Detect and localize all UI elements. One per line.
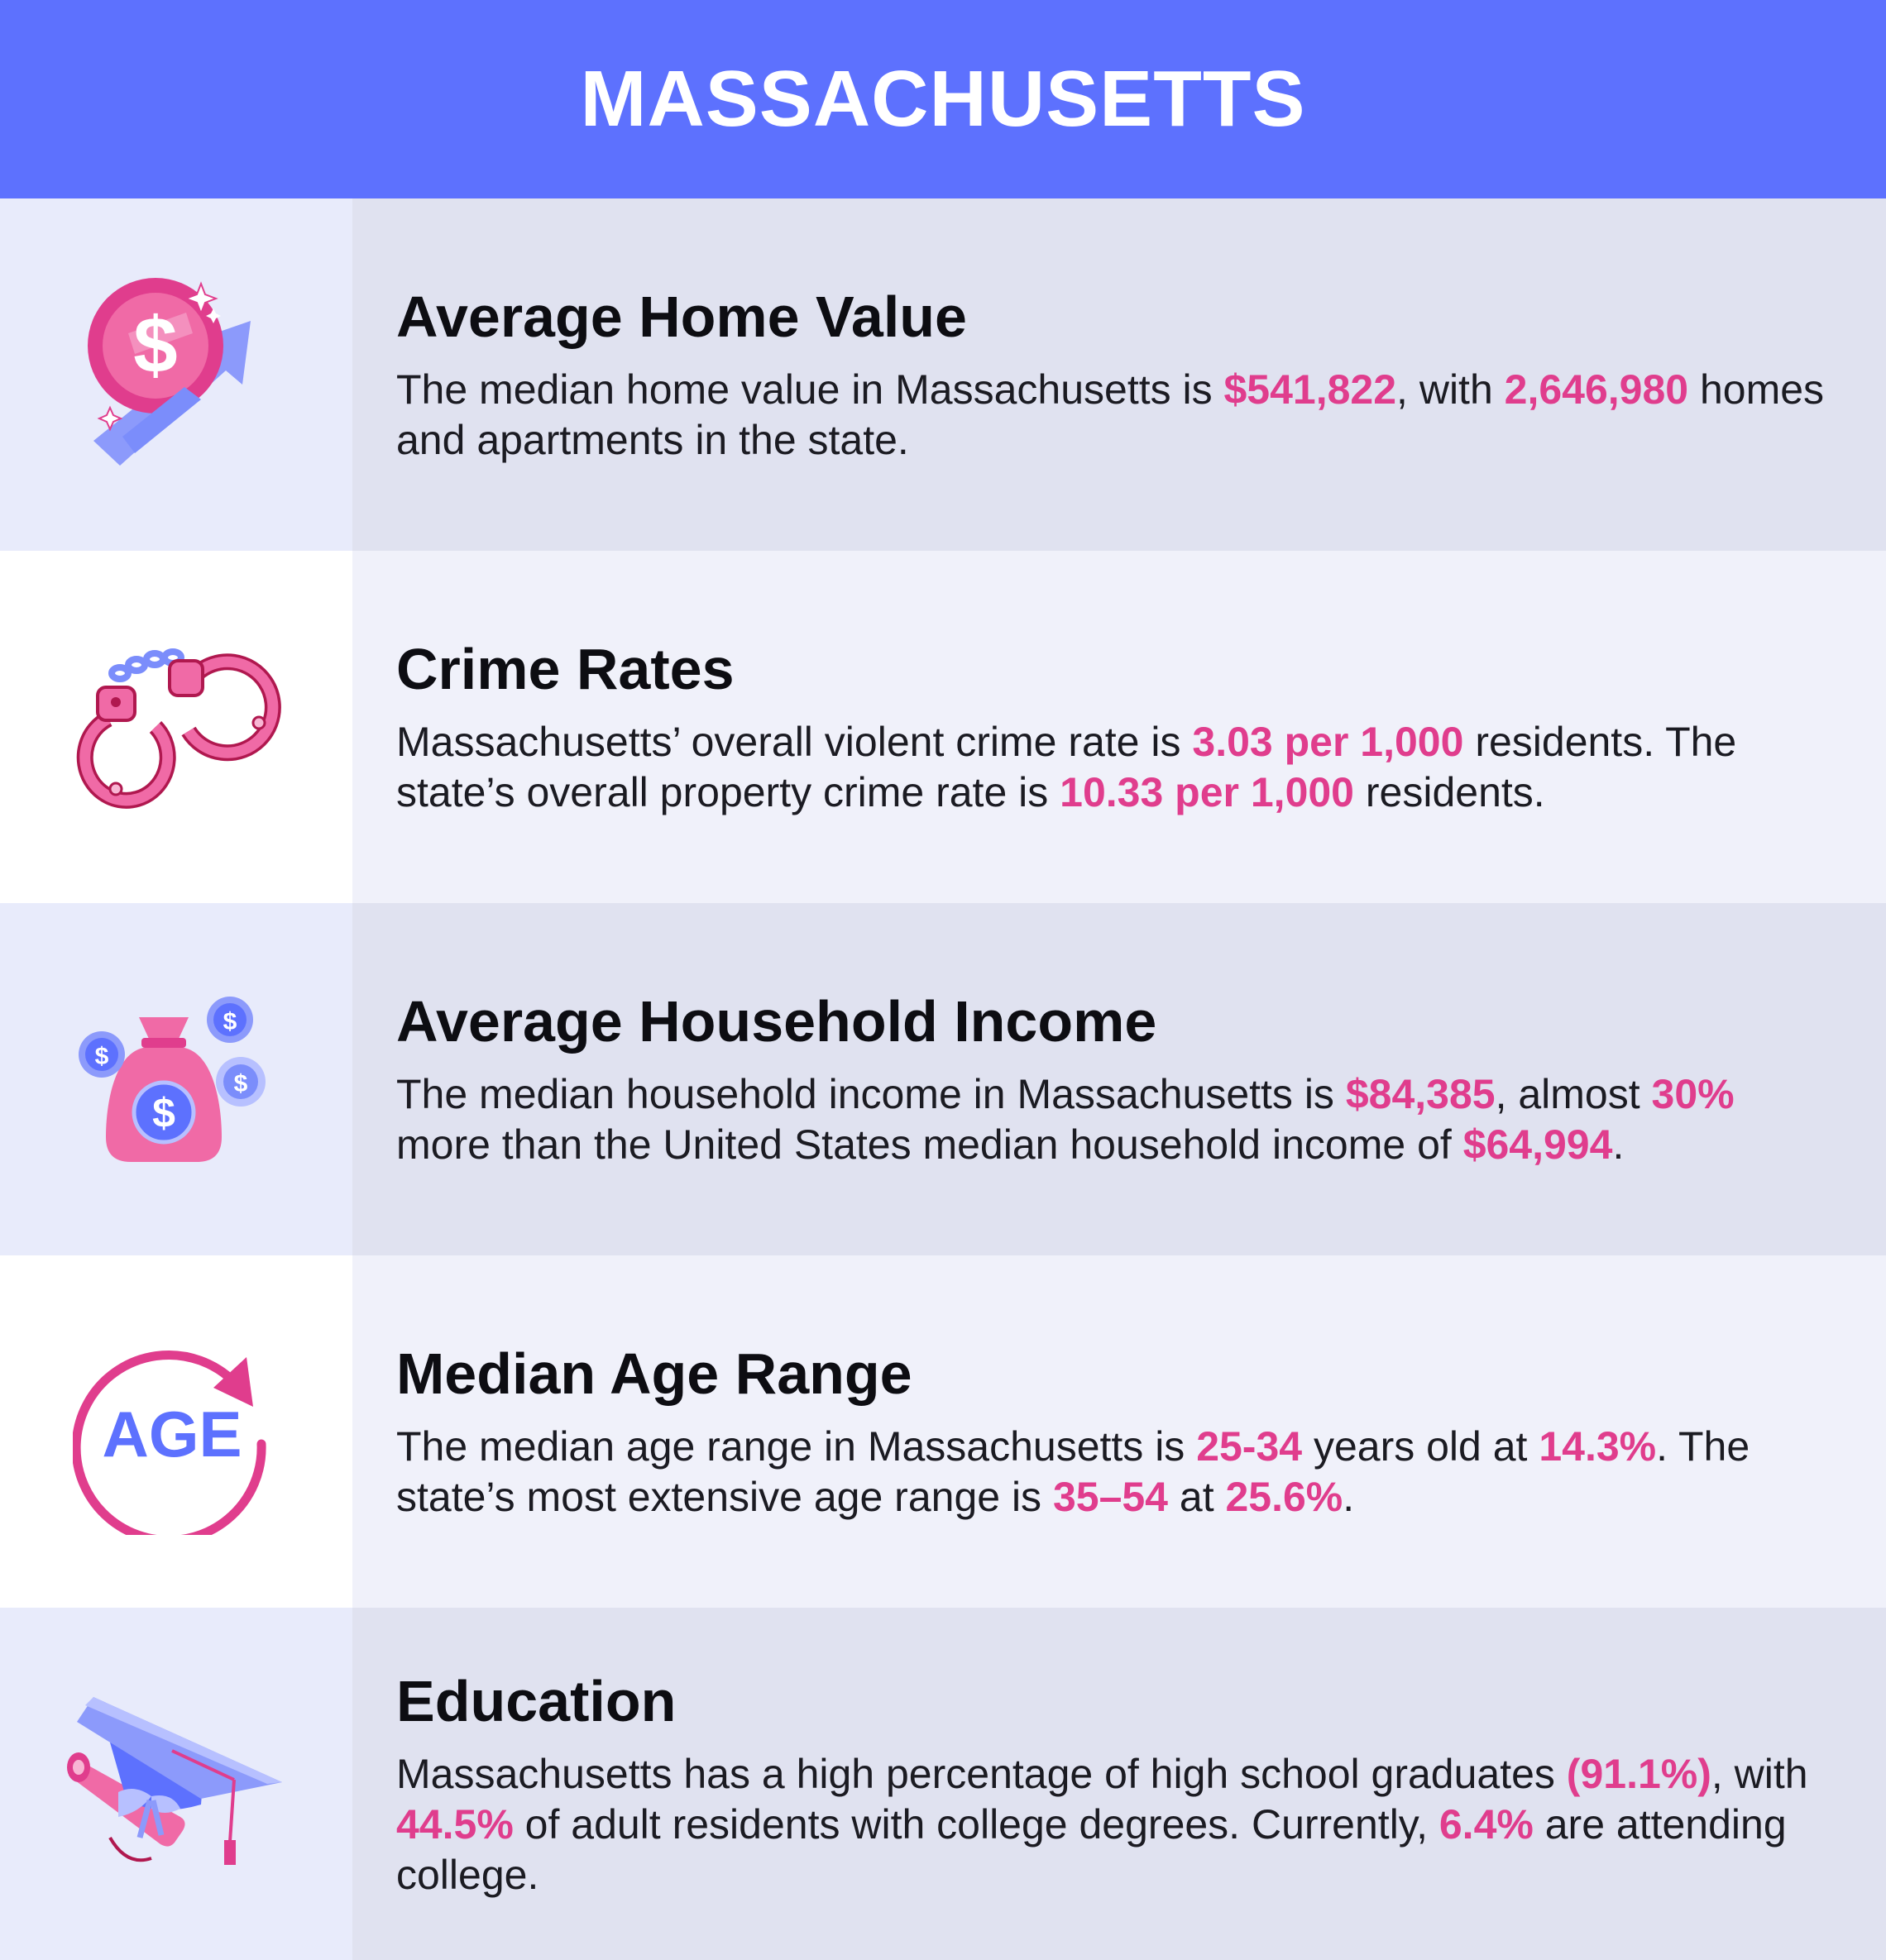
section-education — [0, 1608, 1886, 1960]
section-title: Median Age Range — [396, 1341, 912, 1406]
icon-cell — [0, 1255, 352, 1608]
body-text: homes and apartments in the state. — [396, 366, 1825, 463]
text-cell — [352, 1255, 1886, 1608]
body-text: are attending college. — [396, 1800, 1787, 1898]
highlight-value: 35–54 — [1052, 1474, 1168, 1520]
section-body — [396, 365, 1836, 466]
highlight-value: $64,994 — [1462, 1121, 1613, 1168]
text-cell — [352, 551, 1886, 903]
highlight-value: 3.03 per 1,000 — [1192, 719, 1464, 765]
money-bag-icon — [77, 988, 275, 1170]
highlight-value: 6.4% — [1438, 1800, 1534, 1848]
section-home-value — [0, 198, 1886, 551]
icon-cell — [0, 551, 352, 903]
section-body — [396, 1422, 1836, 1523]
highlight-value: (91.1%) — [1566, 1750, 1711, 1797]
svg-text:$: $ — [94, 1043, 109, 1070]
icon-cell — [0, 903, 352, 1255]
highlight-value: 25-34 — [1196, 1423, 1303, 1470]
body-text: , with — [1711, 1750, 1808, 1797]
body-text: years old at — [1302, 1423, 1539, 1470]
page-title: MASSACHUSETTS — [580, 55, 1306, 143]
section-title: Average Household Income — [396, 989, 1157, 1054]
body-text: more than the United States median household income of — [396, 1121, 1463, 1168]
section-body — [396, 717, 1836, 818]
highlight-value: 10.33 per 1,000 — [1060, 769, 1354, 815]
text-cell — [352, 1608, 1886, 1960]
body-text: residents. The state’s overall property crime rate is — [396, 719, 1737, 815]
highlight-value: 30% — [1651, 1071, 1735, 1117]
section-household-income — [0, 903, 1886, 1255]
icon-cell — [0, 1608, 352, 1960]
age-icon-label: AGE — [102, 1398, 242, 1470]
body-text: , with — [1396, 366, 1505, 413]
body-text: . — [1343, 1474, 1355, 1520]
body-text: . The state’s most extensive age range is — [396, 1423, 1750, 1520]
body-text: The median home value in Massachusetts is — [396, 366, 1224, 413]
text-cell — [352, 903, 1886, 1255]
graduation-icon — [60, 1693, 292, 1875]
body-text: The median household income in Massachusetts is — [396, 1071, 1346, 1117]
highlight-value: 44.5% — [396, 1800, 514, 1848]
handcuffs-icon — [69, 644, 284, 810]
section-title: Average Home Value — [396, 284, 967, 349]
section-crime-rates — [0, 551, 1886, 903]
age-icon — [73, 1328, 280, 1535]
body-text: residents. — [1354, 769, 1545, 815]
highlight-value: $84,385 — [1345, 1071, 1496, 1117]
highlight-value: 2,646,980 — [1504, 366, 1689, 413]
section-body — [396, 1749, 1836, 1900]
body-text: of adult residents with college degrees. Currently, — [513, 1800, 1439, 1848]
svg-text:$: $ — [133, 301, 178, 390]
home-value-icon — [77, 275, 275, 474]
text-cell — [352, 198, 1886, 551]
icon-cell — [0, 198, 352, 551]
section-median-age — [0, 1255, 1886, 1608]
section-body — [396, 1069, 1836, 1170]
svg-text:$: $ — [223, 1008, 237, 1035]
highlight-value: 14.3% — [1539, 1423, 1657, 1470]
section-title: Education — [396, 1668, 677, 1733]
body-text: , almost — [1495, 1071, 1652, 1117]
body-text: Massachusetts’ overall violent crime rate is — [396, 719, 1193, 765]
body-text: . — [1612, 1121, 1625, 1168]
body-text: at — [1168, 1474, 1226, 1520]
svg-text:$: $ — [152, 1090, 175, 1136]
highlight-value: $541,822 — [1223, 366, 1397, 413]
body-text: The median age range in Massachusetts is — [396, 1423, 1197, 1470]
highlight-value: 25.6% — [1225, 1474, 1343, 1520]
section-title: Crime Rates — [396, 637, 735, 701]
header-banner — [0, 0, 1886, 198]
body-text: Massachusetts has a high percentage of high school graduates — [396, 1750, 1567, 1797]
svg-text:$: $ — [233, 1070, 248, 1097]
